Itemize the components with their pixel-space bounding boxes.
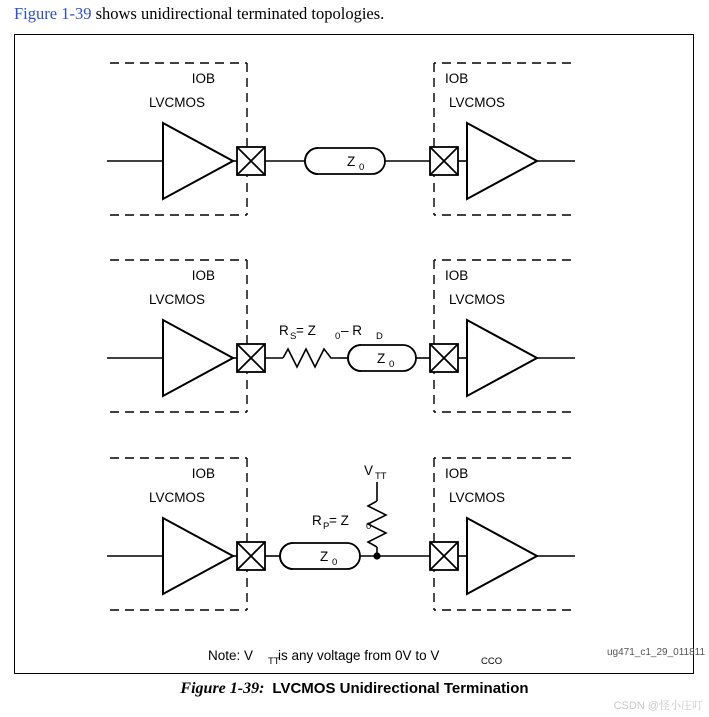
parallel-r: R [312,513,322,528]
figure-caption [0,680,709,698]
caption-title: LVCMOS Unidirectional Termination [272,680,529,697]
driver-label-left-row2: LVCMOS [149,292,206,307]
iob-label-right-row3: IOB [445,466,469,481]
lvcmos-termination-diagram [15,35,706,673]
pad-left-row2 [237,344,265,372]
note-sub-tt: TT [268,656,280,667]
buffer-right-row3 [467,518,537,594]
parallel-z-sub: 0 [366,521,372,532]
parallel-eq: = Z [329,513,349,528]
driver-label-left-row1: LVCMOS [149,95,206,110]
series-r: R [279,323,289,338]
parallel-r-sub: P [323,521,330,532]
series-minus: – R [341,323,363,338]
tline-label-row1: Z [347,154,356,169]
iob-label-left-row1: IOB [191,71,215,86]
tline-label-sub-row2: 0 [389,359,395,370]
pad-right-row1 [430,147,458,175]
buffer-left-row2 [163,320,233,396]
buffer-right-row2 [467,320,537,396]
transmission-line-row1 [305,148,385,174]
junction-dot [373,552,380,559]
figure-note [208,648,502,667]
iob-label-right-row2: IOB [445,268,469,283]
figure-crossref-link[interactable]: Figure 1-39 [14,4,92,23]
note-mid: is any voltage from 0V to V [278,648,440,663]
buffer-left-row3 [163,518,233,594]
figure-part-number: ug471_c1_29_011811 [607,647,706,658]
figure-frame [14,34,706,674]
row-simple [107,63,575,215]
row-parallel [107,458,575,610]
pad-left-row1 [237,147,265,175]
parallel-resistor-label-row3 [312,513,371,532]
caption-number: Figure 1-39: [180,680,265,697]
note-sub-cco: CCO [481,656,503,667]
series-eq: = Z [296,323,316,338]
series-d-sub: D [376,331,383,342]
iob-label-left-row3: IOB [191,466,215,481]
tline-label-sub-row1: 0 [359,162,365,173]
driver-label-left-row3: LVCMOS [149,490,206,505]
tline-label-row2: Z [377,351,386,366]
note-prefix: Note: V [208,648,254,663]
buffer-right-row1 [467,123,537,199]
pad-left-row3 [237,542,265,570]
iob-label-left-row2: IOB [191,268,215,283]
driver-label-right-row1: LVCMOS [449,95,506,110]
resistor-series-row2 [283,349,339,367]
driver-label-right-row3: LVCMOS [449,490,506,505]
series-resistor-label-row2 [279,323,383,342]
series-r-sub: S [290,331,297,342]
tline-label-row3: Z [320,549,329,564]
vtt-label: V [364,463,374,478]
vtt-label-sub: TT [375,471,387,482]
driver-label-right-row2: LVCMOS [449,292,506,307]
intro-text: shows unidirectional terminated topologies. [91,4,385,23]
buffer-left-row1 [163,123,233,199]
pad-right-row2 [430,344,458,372]
tline-label-sub-row3: 0 [332,557,338,568]
row-series [107,260,575,412]
series-z-sub: 0 [335,331,341,342]
pad-right-row3 [430,542,458,570]
iob-label-right-row1: IOB [445,71,469,86]
watermark: CSDN @怪小庄叮 [613,700,703,712]
intro-paragraph [14,4,384,24]
